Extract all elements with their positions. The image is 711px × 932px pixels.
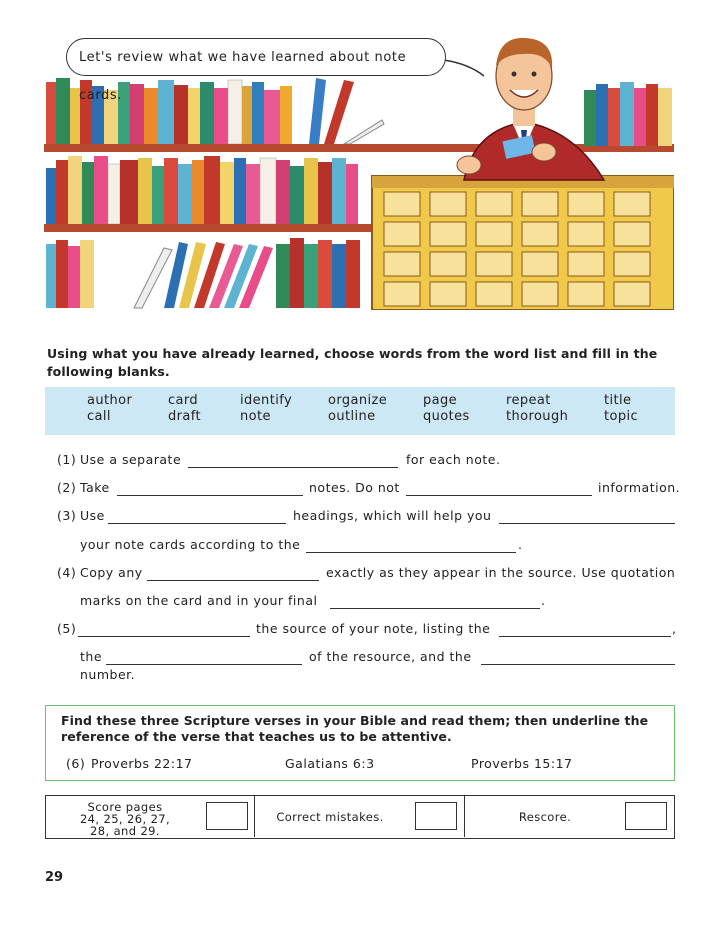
- score-pages-label: Score pages 24, 25, 26, 27, 28, and 29.: [79, 800, 171, 838]
- answer-blank[interactable]: [499, 636, 671, 637]
- item-text: marks on the card and in your final: [80, 593, 318, 608]
- item-text: for each note.: [406, 452, 501, 467]
- item-text: number.: [80, 667, 136, 682]
- word-list-item: quotes: [423, 409, 470, 424]
- word-list-item: organize: [328, 393, 388, 408]
- scripture-reference[interactable]: Proverbs 15:17: [471, 756, 573, 771]
- item-text: Use: [80, 508, 105, 523]
- item-number: (4): [57, 565, 77, 580]
- score-input-box[interactable]: [206, 802, 248, 830]
- answer-blank[interactable]: [406, 495, 592, 496]
- item-text: of the resource, and the: [309, 649, 472, 664]
- word-list-item: card: [168, 393, 199, 408]
- answer-blank[interactable]: [108, 523, 286, 524]
- word-list-item: title: [604, 393, 632, 408]
- scripture-instructions: Find these three Scripture verses in your Bible and read them; then underline the reference of the verse that teaches us to be attentive.: [61, 713, 649, 744]
- item-number: (5): [57, 621, 77, 636]
- item-text: the: [80, 649, 103, 664]
- score-cell-correct-mistakes: [255, 796, 465, 837]
- word-list-item: repeat: [506, 393, 551, 408]
- answer-blank[interactable]: [106, 664, 302, 665]
- shelf-right-books: [584, 82, 672, 146]
- answer-blank[interactable]: [481, 664, 675, 665]
- answer-blank[interactable]: [78, 636, 250, 637]
- word-list-item: note: [240, 409, 271, 424]
- answer-blank[interactable]: [117, 495, 303, 496]
- item-text: Take: [80, 480, 110, 495]
- word-list-box: [45, 387, 675, 435]
- item-text: headings, which will help you: [293, 508, 492, 523]
- item-text: exactly as they appear in the source. Use quotation: [326, 565, 676, 580]
- item-text: Use a separate: [80, 452, 182, 467]
- item-text: the source of your note, listing the: [256, 621, 491, 636]
- scripture-box: [45, 705, 675, 781]
- item-text: ,: [672, 621, 677, 636]
- scripture-reference[interactable]: Galatians 6:3: [285, 756, 375, 771]
- instructions: Using what you have already learned, choose words from the word list and fill in the following blanks.: [47, 346, 658, 379]
- item-number: (6): [66, 756, 86, 771]
- answer-blank[interactable]: [306, 552, 516, 553]
- speech-bubble: Let's review what we have learned about note cards.: [66, 38, 446, 76]
- rescore-input-box[interactable]: [625, 802, 667, 830]
- item-number: (1): [57, 452, 77, 467]
- word-list-item: thorough: [506, 409, 569, 424]
- card-catalog-cabinet: [372, 176, 674, 310]
- word-list-item: draft: [168, 409, 202, 424]
- word-list-item: page: [423, 393, 458, 408]
- answer-blank[interactable]: [499, 523, 675, 524]
- correct-mistakes-checkbox[interactable]: [415, 802, 457, 830]
- word-list-item: call: [87, 409, 111, 424]
- item-text: Copy any: [80, 565, 143, 580]
- item-text: notes. Do not: [309, 480, 400, 495]
- word-list-item: identify: [240, 393, 293, 408]
- answer-blank[interactable]: [188, 467, 398, 468]
- score-cell-rescore: [465, 796, 673, 837]
- item-number: (3): [57, 508, 77, 523]
- correct-mistakes-label: Correct mistakes.: [276, 810, 384, 824]
- answer-blank[interactable]: [330, 608, 540, 609]
- item-text: .: [518, 537, 523, 552]
- word-list-item: topic: [604, 409, 639, 424]
- page-number: 29: [45, 870, 64, 885]
- score-cell-score-pages: [46, 796, 255, 837]
- shelf-middle-books: [46, 156, 358, 224]
- item-text: .: [541, 593, 546, 608]
- item-text: information.: [598, 480, 681, 495]
- rescore-label: Rescore.: [518, 810, 572, 824]
- scripture-reference[interactable]: Proverbs 22:17: [91, 756, 193, 771]
- score-box: [45, 795, 675, 839]
- item-text: your note cards according to the: [80, 537, 301, 552]
- word-list-item: outline: [328, 409, 376, 424]
- item-number: (2): [57, 480, 77, 495]
- word-list-item: author: [87, 393, 133, 408]
- answer-blank[interactable]: [147, 580, 319, 581]
